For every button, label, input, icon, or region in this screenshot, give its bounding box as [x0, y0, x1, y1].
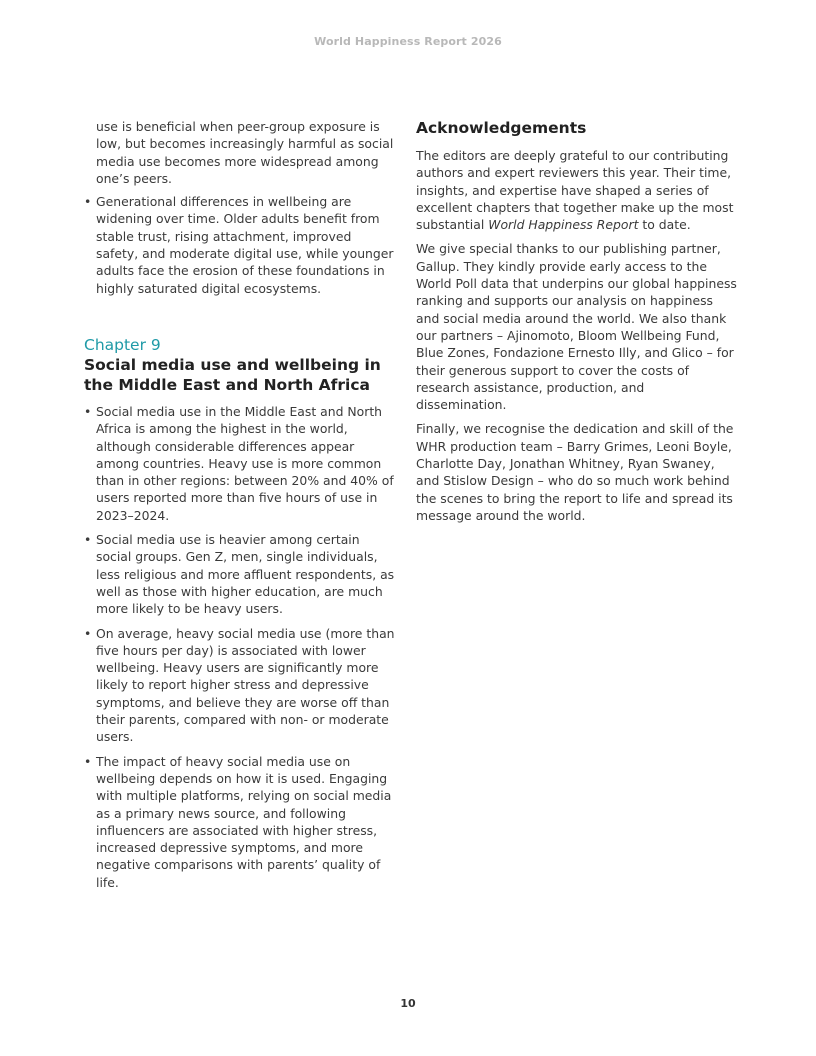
bullet-icon: • [84, 403, 92, 419]
bullet-list-previous [84, 193, 396, 297]
bullet-text: Social media use in the Middle East and North Africa is among the highest in the world, although considerable differences appear among countries. Heavy use is more common than in other regions: between 20% and 40% of users reported more than five hours of use in 2023–2024. [96, 403, 394, 523]
bullet-icon: • [84, 194, 92, 210]
bullet-text: Social media use is heavier among certain social groups. Gen Z, men, single individuals, less religious and more affluent respondents, as well as those with higher education, are much more likely to be heavy users. [96, 532, 395, 617]
report-title-italic: World Happiness Report [488, 217, 639, 233]
bullet-item [84, 753, 396, 891]
acknowledgements-paragraph-3: Finally, we recognise the dedication and skill of the WHR production team – Barry Grimes, Leoni Boyle, Charlotte Day, Jonathan Whitney, Ryan Swaney, and Stislow Design – who do so much work behind the scenes to bring the report to life and spread its message around the world. [416, 421, 734, 523]
bullet-item [84, 625, 396, 746]
bullet-text: The impact of heavy social media use on wellbeing depends on how it is used. Engaging with multiple platforms, relying on social media as a primary news source, and following influencers are associated with higher stress, increased depressive symptoms, and more negative comparisons with parents’ quality of life. [96, 753, 392, 890]
bullet-icon: • [84, 625, 92, 641]
right-column [416, 118, 738, 531]
left-column [84, 118, 396, 898]
acknowledgements-title: Acknowledgements [416, 119, 587, 137]
paragraph-text: The editors are deeply grateful to our contributing authors and expert reviewers this year. Their time, insights, and expertise have shaped a series of excellent chapters that together make up the most substantial [416, 148, 734, 233]
acknowledgements-paragraph-1 [416, 147, 738, 233]
bullet-item [84, 403, 396, 524]
bullet-icon: • [84, 753, 92, 769]
paragraph-text: to date. [638, 217, 691, 233]
running-header: World Happiness Report 2026 [314, 35, 502, 48]
bullet-text: Generational differences in wellbeing are widening over time. Older adults benefit from stable trust, rising attachment, improved safety, and moderate digital use, while younger adults face the erosion of these foundations in highly saturated digital ecosystems. [96, 194, 394, 296]
continuation-paragraph: use is beneficial when peer-group exposure is low, but becomes increasingly harmful as social media use becomes more widespread among one’s peers. [96, 119, 394, 186]
page-number: 10 [400, 997, 416, 1010]
bullet-icon: • [84, 532, 92, 548]
chapter-title: Social media use and wellbeing in the Middle East and North Africa [84, 355, 381, 394]
acknowledgements-paragraph-2: We give special thanks to our publishing partner, Gallup. They kindly provide early access to the World Poll data that underpins our global happiness ranking and supports our analysis on happiness and social media around the world. We also thank our partners – Ajinomoto, Bloom Wellbeing Fund, Blue Zones, Fondazione Ernesto Illy, and Glico – for their generous support to cover the costs of research assistance, production, and dissemination. [416, 241, 737, 413]
bullet-item [84, 193, 396, 297]
bullet-item [84, 531, 396, 617]
chapter-label: Chapter 9 [84, 335, 161, 354]
bullet-text: On average, heavy social media use (more than five hours per day) is associated with lower wellbeing. Heavy users are significantly more likely to report higher stress and depressive symptoms, and believe they are worse off than their parents, compared with non- or moderate users. [96, 625, 395, 745]
chapter-bullet-list [84, 403, 396, 891]
